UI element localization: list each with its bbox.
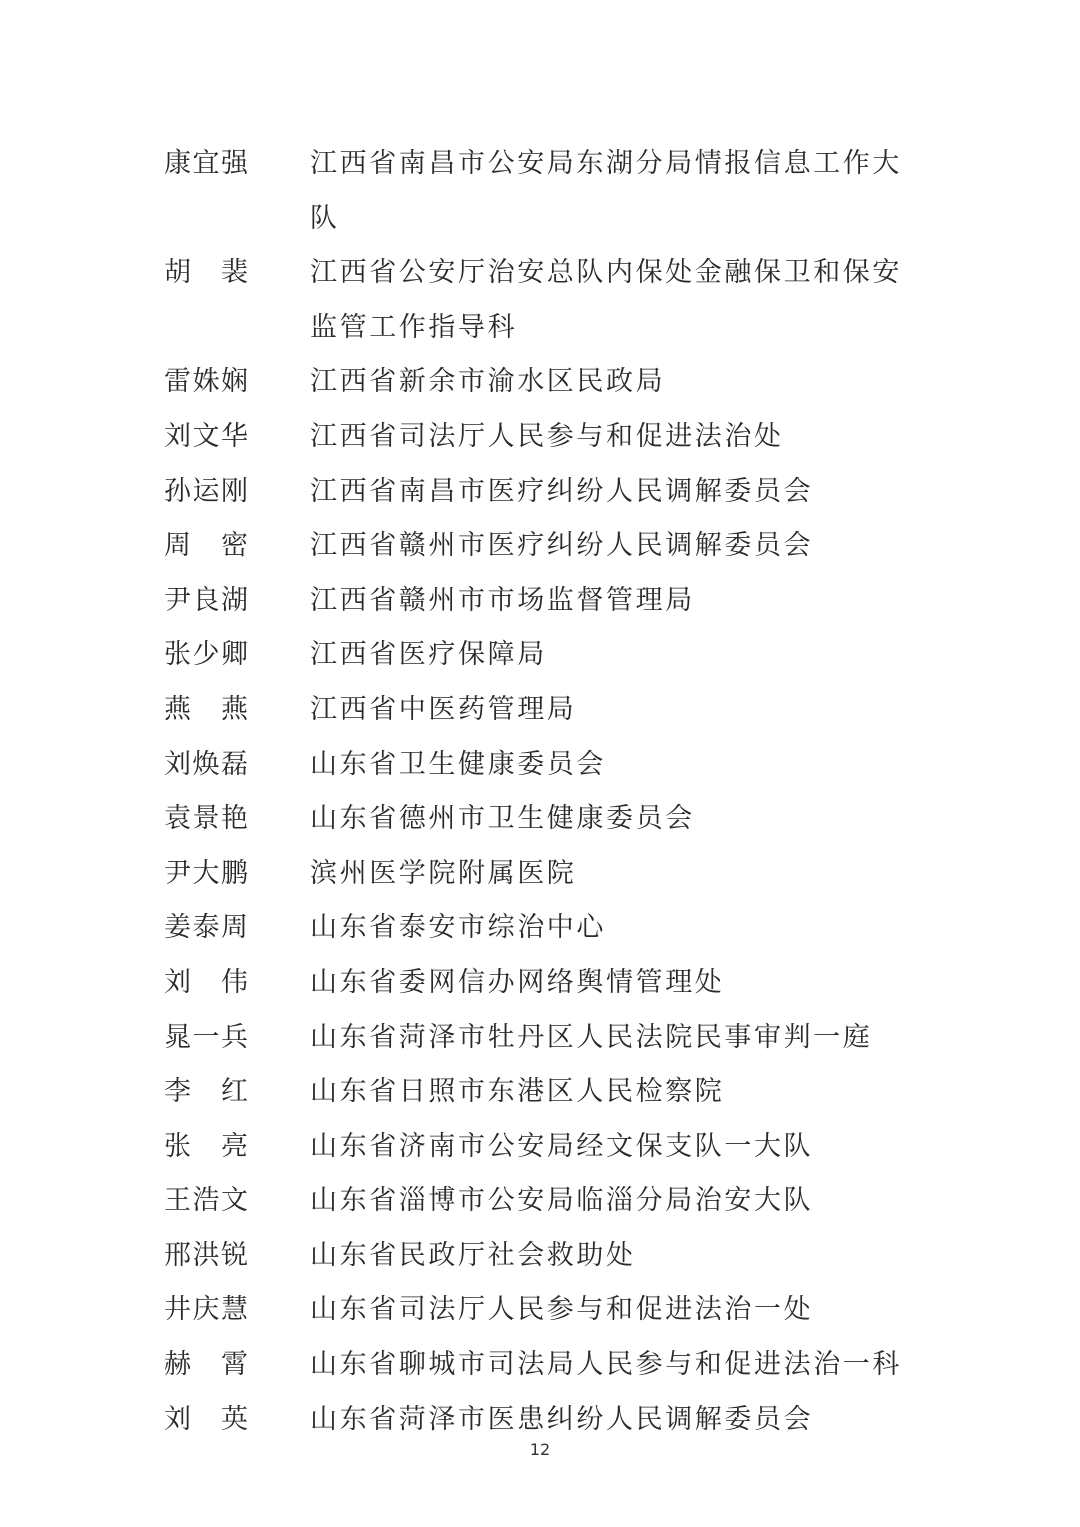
name-list [164,137,924,1447]
list-item [164,574,924,629]
person-name: 晁一兵 [164,1021,248,1053]
person-name: 姜泰周 [164,912,248,944]
list-item [164,1011,924,1066]
list-item [164,1229,924,1284]
organization: 江西省医疗保障局 [310,639,547,671]
person-name: 胡 裴 [164,257,248,289]
list-item [164,1174,924,1229]
organization: 山东省卫生健康委员会 [310,748,606,780]
person-name: 李 红 [164,1076,248,1108]
person-name: 雷姝娴 [164,366,248,398]
organization: 山东省日照市东港区人民检察院 [310,1076,725,1108]
person-name: 袁景艳 [164,803,248,835]
organization: 江西省南昌市公安局东湖分局情报信息工作大队 [310,148,902,234]
list-item [164,246,924,355]
person-name: 邢洪锐 [164,1239,248,1271]
list-item [164,683,924,738]
person-name: 康宜强 [164,148,248,179]
organization: 江西省公安厅治安总队内保处金融保卫和保安监管工作指导科 [310,257,902,343]
person-name: 赫 霄 [164,1349,248,1381]
person-name: 王浩文 [164,1185,248,1217]
list-item [164,792,924,847]
organization: 江西省中医药管理局 [310,693,577,725]
organization: 山东省司法厅人民参与和促进法治一处 [310,1294,814,1326]
list-item [164,465,924,520]
list-item [164,410,924,465]
list-item [164,956,924,1011]
person-name: 尹良湖 [164,584,248,616]
person-name: 井庆慧 [164,1294,248,1326]
person-name: 尹大鹏 [164,857,248,889]
organization: 江西省赣州市医疗纠纷人民调解委员会 [310,530,814,562]
person-name: 刘 英 [164,1403,248,1435]
organization: 山东省聊城市司法局人民参与和促进法治一科 [310,1349,902,1381]
organization: 山东省菏泽市牡丹区人民法院民事审判一庭 [310,1021,873,1053]
organization: 山东省泰安市综治中心 [310,912,606,944]
person-name: 孙运刚 [164,475,248,507]
list-item [164,1338,924,1393]
page-number: 12 [529,1440,551,1459]
organization: 江西省南昌市医疗纠纷人民调解委员会 [310,475,814,507]
list-item [164,1283,924,1338]
organization: 江西省赣州市市场监督管理局 [310,584,695,616]
person-name: 刘文华 [164,420,248,452]
organization: 滨州医学院附属医院 [310,857,577,889]
organization: 山东省德州市卫生健康委员会 [310,803,695,835]
organization: 山东省民政厅社会救助处 [310,1239,636,1271]
person-name: 刘 伟 [164,966,248,998]
organization: 山东省委网信办网络舆情管理处 [310,966,725,998]
organization: 山东省菏泽市医患纠纷人民调解委员会 [310,1403,814,1435]
list-item [164,847,924,902]
organization: 山东省淄博市公安局临淄分局治安大队 [310,1185,814,1217]
organization: 江西省司法厅人民参与和促进法治处 [310,420,784,452]
person-name: 张少卿 [164,639,248,671]
person-name: 周 密 [164,530,248,562]
person-name: 张 亮 [164,1130,248,1162]
organization: 江西省新余市渝水区民政局 [310,366,666,398]
list-item [164,1065,924,1120]
person-name: 刘焕磊 [164,748,248,780]
list-item [164,519,924,574]
list-item [164,901,924,956]
list-item [164,137,924,246]
list-item [164,628,924,683]
list-item [164,738,924,793]
person-name: 燕 燕 [164,693,248,725]
organization: 山东省济南市公安局经文保支队一大队 [310,1130,814,1162]
list-item [164,355,924,410]
list-item [164,1120,924,1175]
